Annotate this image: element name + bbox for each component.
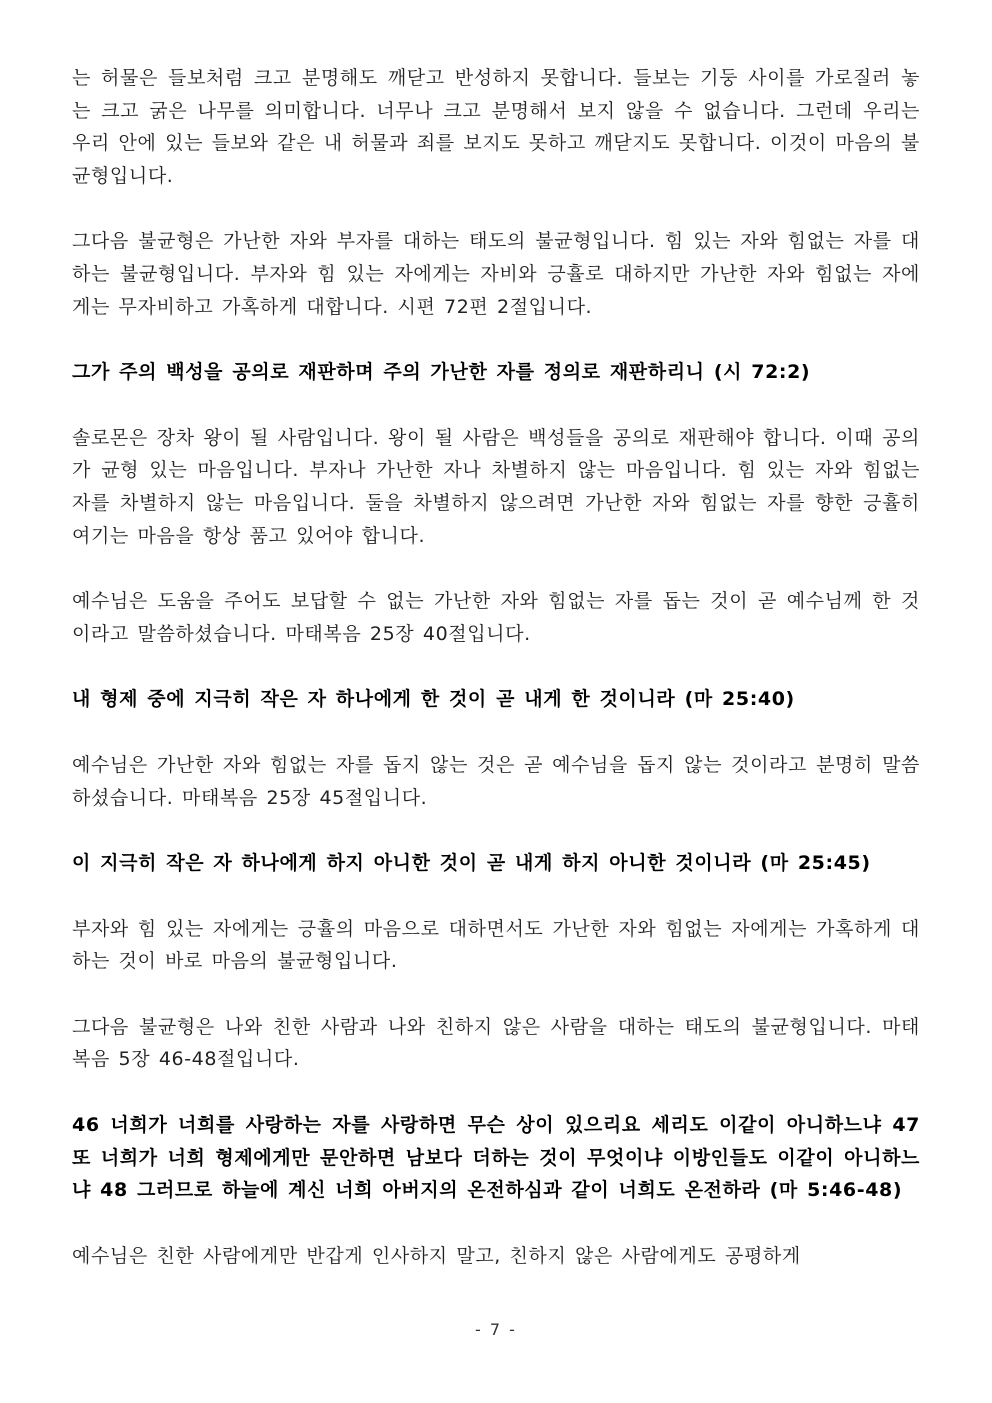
body-paragraph: 부자와 힘 있는 자에게는 긍휼의 마음으로 대하면서도 가난한 자와 힘없는 자에게는 가혹하게 대하는 것이 바로 마음의 불균형입니다.: [72, 917, 920, 973]
document-page: [72, 62, 920, 1305]
page-number: - 7 -: [475, 1320, 517, 1339]
body-paragraph: 예수님은 친한 사람에게만 반갑게 인사하지 말고, 친하지 않은 사람에게도 공평하게: [72, 1244, 801, 1267]
body-paragraph: 는 허물은 들보처럼 크고 분명해도 깨닫고 반성하지 못합니다. 들보는 기둥 사이를 가로질러 놓는 크고 굵은 나무를 의미합니다. 너무나 크고 분명해서 보지 않을 수 없습니다. 그런데 우리는 우리 안에 있는 들보와 같은 내 허물과 죄를 보지도 못하고 깨닫지도 못합니다. 이것이 마음의 불균형입니다.: [72, 67, 920, 187]
body-paragraph: 솔로몬은 장차 왕이 될 사람입니다. 왕이 될 사람은 백성들을 공의로 재판해야 합니다. 이때 공의가 균형 있는 마음입니다. 부자나 가난한 자나 차별하지 않는 마음입니다. 힘 있는 자와 힘없는 자를 차별하지 않는 마음입니다. 둘을 차별하지 않으려면 가난한 자와 힘없는 자를 향한 긍휼히 여기는 마음을 항상 품고 있어야 합니다.: [72, 426, 920, 547]
body-paragraph: 그다음 불균형은 나와 친한 사람과 나와 친하지 않은 사람을 대하는 태도의 불균형입니다. 마태복음 5장 46-48절입니다.: [72, 1015, 920, 1071]
scripture-quote: 그가 주의 백성을 공의로 재판하며 주의 가난한 자를 정의로 재판하리니 (시 72:2): [72, 361, 811, 384]
body-paragraph: 그다음 불균형은 가난한 자와 부자를 대하는 태도의 불균형입니다. 힘 있는 자와 힘없는 자를 대하는 불균형입니다. 부자와 힘 있는 자에게는 자비와 긍휼로 대하지만 가난한 자와 힘없는 자에게는 무자비하고 가혹하게 대합니다. 시편 72편 2절입니다.: [72, 230, 920, 318]
body-paragraph: 예수님은 가난한 자와 힘없는 자를 돕지 않는 것은 곧 예수님을 돕지 않는 것이라고 분명히 말씀하셨습니다. 마태복음 25장 45절입니다.: [72, 753, 920, 809]
scripture-quote: 46 너희가 너희를 사랑하는 자를 사랑하면 무슨 상이 있으리요 세리도 이같이 아니하느냐 47 또 너희가 너희 형제에게만 문안하면 남보다 더하는 것이 무엇이냐 이방인들도 이같이 아니하느냐 48 그러므로 하늘에 계신 너희 아버지의 온전하심과 같이 너희도 온전하라 (마 5:46-48): [72, 1114, 920, 1202]
scripture-quote: 이 지극히 작은 자 하나에게 하지 아니한 것이 곧 내게 하지 아니한 것이니라 (마 25:45): [72, 852, 871, 875]
scripture-quote: 내 형제 중에 지극히 작은 자 하나에게 한 것이 곧 내게 한 것이니라 (마 25:40): [72, 688, 795, 711]
body-paragraph: 예수님은 도움을 주어도 보답할 수 없는 가난한 자와 힘없는 자를 돕는 것이 곧 예수님께 한 것이라고 말씀하셨습니다. 마태복음 25장 40절입니다.: [72, 590, 920, 645]
